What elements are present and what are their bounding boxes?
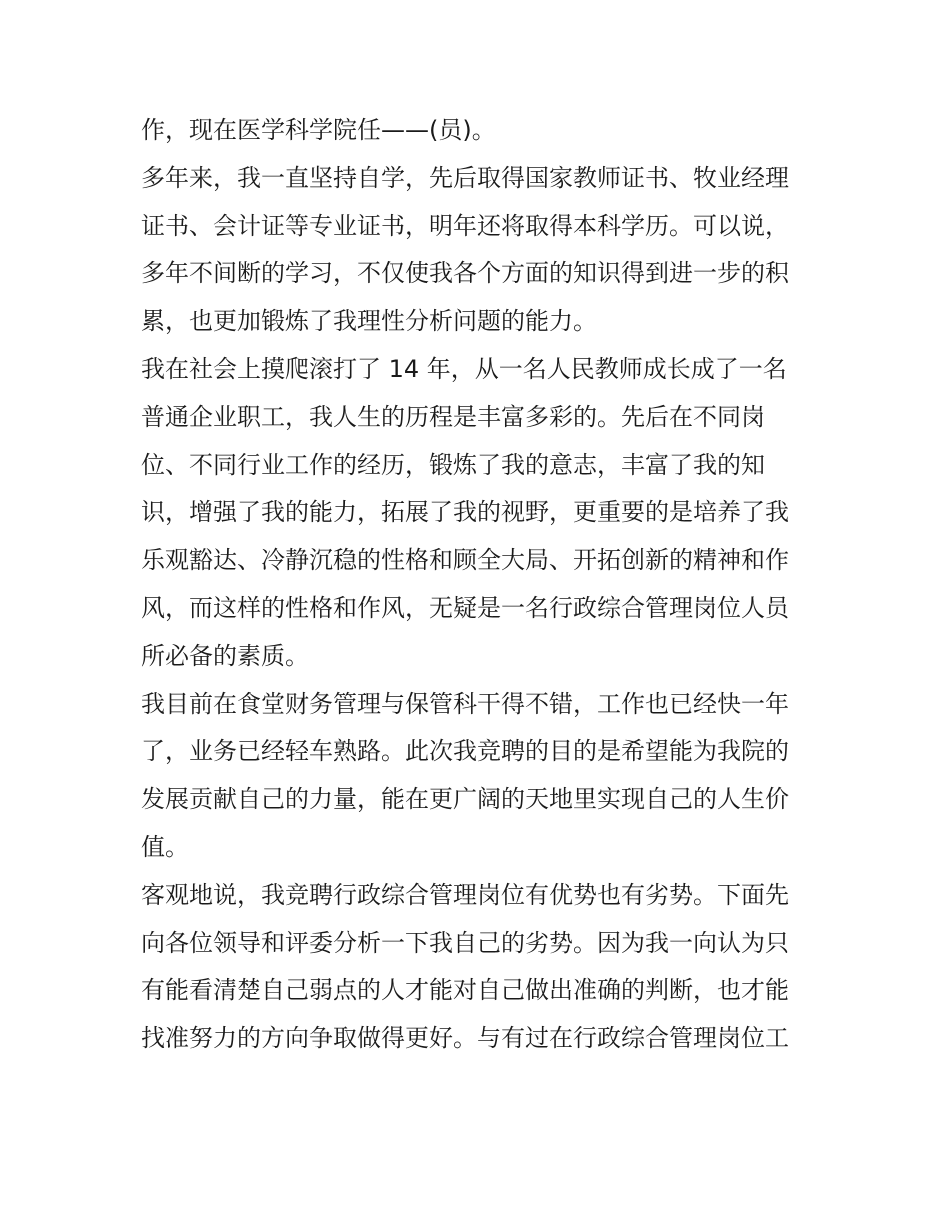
text-line: 累，也更加锻炼了我理性分析问题的能力。 xyxy=(141,307,597,336)
text-line: 多年来，我一直坚持自学，先后取得国家教师证书、牧业经理 xyxy=(141,163,789,192)
text-line: 客观地说，我竞聘行政综合管理岗位有优势也有劣势。下面先 xyxy=(141,880,789,909)
text-line: 了，业务已经轻车熟路。此次我竞聘的目的是希望能为我院的 xyxy=(141,737,789,766)
text-line: 多年不间断的学习，不仅使我各个方面的知识得到进一步的积 xyxy=(141,259,789,288)
document-body xyxy=(141,107,821,1063)
text-line: 作，现在医学科学院任——(员)。 xyxy=(141,116,496,144)
text-line: 普通企业职工，我人生的历程是丰富多彩的。先后在不同岗 xyxy=(141,402,765,431)
text-line: 找准努力的方向争取做得更好。与有过在行政综合管理岗位工 xyxy=(141,1024,789,1053)
text-line: 发展贡献自己的力量，能在更广阔的天地里实现自己的人生价 xyxy=(141,785,789,814)
text-line: 值。 xyxy=(141,832,189,861)
text-line: 我目前在食堂财务管理与保管科干得不错，工作也已经快一年 xyxy=(141,689,789,718)
text-line: 所必备的素质。 xyxy=(141,641,309,670)
text-line: 证书、会计证等专业证书，明年还将取得本科学历。可以说， xyxy=(141,211,789,240)
text-line: 识，增强了我的能力，拓展了我的视野，更重要的是培养了我 xyxy=(141,498,789,527)
text-line: 乐观豁达、冷静沉稳的性格和顾全大局、开拓创新的精神和作 xyxy=(141,546,789,575)
text-line: 向各位领导和评委分析一下我自己的劣势。因为我一向认为只 xyxy=(141,928,789,957)
text-line: 风，而这样的性格和作风，无疑是一名行政综合管理岗位人员 xyxy=(141,593,789,622)
text-line: 我在社会上摸爬滚打了 14 年，从一名人民教师成长成了一名 xyxy=(141,354,787,383)
text-line: 位、不同行业工作的经历，锻炼了我的意志，丰富了我的知 xyxy=(141,450,765,479)
text-line: 有能看清楚自己弱点的人才能对自己做出准确的判断，也才能 xyxy=(141,976,789,1005)
